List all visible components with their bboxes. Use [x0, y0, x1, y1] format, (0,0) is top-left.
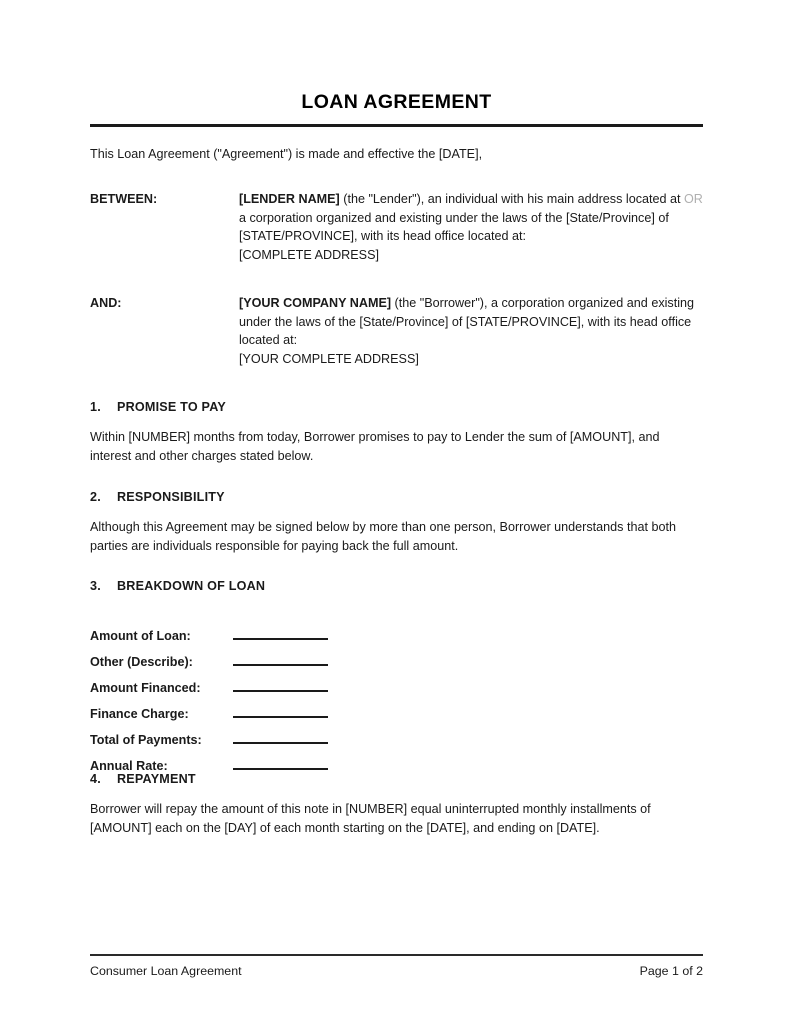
breakdown-field-amount-financed[interactable] [233, 671, 343, 697]
title-divider [90, 124, 703, 127]
party-block-and [90, 294, 703, 368]
document-page [90, 0, 703, 1024]
footer-divider [90, 954, 703, 956]
breakdown-field-finance-charge[interactable] [233, 697, 343, 723]
borrower-text: (the "Borrower"), a corporation organized and existing under the laws of the [State/Province] of [STATE/PROVINCE], with its head office located at: [239, 296, 695, 347]
breakdown-table-body [90, 619, 343, 775]
party-label-and: AND: [90, 296, 122, 310]
table-row [90, 723, 343, 749]
section-title-1: PROMISE TO PAY [117, 400, 226, 414]
breakdown-label-amount-of-loan: Amount of Loan: [90, 629, 191, 643]
fill-in-line [233, 638, 328, 640]
table-row [90, 645, 343, 671]
footer-document-name: Consumer Loan Agreement [90, 964, 242, 978]
breakdown-field-amount-of-loan[interactable] [233, 619, 343, 645]
section-body-4: Borrower will repay the amount of this note in [NUMBER] equal uninterrupted monthly installments of [AMOUNT] each on the [DAY] of each month starting on the [DATE], and ending on [DATE]. [90, 802, 651, 835]
party-label-between: BETWEEN: [90, 192, 158, 206]
section-number-2: 2. [90, 490, 101, 504]
table-row [90, 671, 343, 697]
party-body-between [239, 190, 703, 264]
table-row [90, 697, 343, 723]
page-footer [90, 962, 703, 980]
party-body-and [239, 294, 703, 368]
section-title-3: BREAKDOWN OF LOAN [117, 579, 266, 593]
or-conjunction: OR [684, 192, 703, 206]
breakdown-table [90, 619, 343, 775]
breakdown-field-other-describe[interactable] [233, 645, 343, 671]
section-number-1: 1. [90, 400, 101, 414]
lender-text-before-or: (the "Lender"), an individual with his main address located at [339, 192, 685, 206]
section-number-3: 3. [90, 579, 101, 593]
breakdown-label-finance-charge: Finance Charge: [90, 707, 189, 721]
breakdown-label-other-describe: Other (Describe): [90, 655, 193, 669]
breakdown-label-total-of-payments: Total of Payments: [90, 733, 202, 747]
breakdown-label-annual-rate: Annual Rate: [90, 759, 168, 773]
intro-paragraph: This Loan Agreement ("Agreement") is made and effective the [DATE], [90, 147, 483, 161]
section-body-2: Although this Agreement may be signed below by more than one person, Borrower understands that both parties are individuals responsible for paying back the full amount. [90, 520, 676, 553]
fill-in-line [233, 716, 328, 718]
breakdown-field-total-of-payments[interactable] [233, 723, 343, 749]
fill-in-line [233, 690, 328, 692]
section-heading-4 [90, 770, 703, 788]
borrower-address-placeholder: [YOUR COMPLETE ADDRESS] [239, 351, 419, 366]
page-title: LOAN AGREEMENT [301, 91, 492, 113]
breakdown-label-amount-financed: Amount Financed: [90, 681, 201, 695]
section-heading-1 [90, 398, 703, 416]
section-title-4: REPAYMENT [117, 772, 196, 786]
lender-text-after-or: a corporation organized and existing under the laws of the [State/Province] of [STATE/PROVINCE], with its head office located at: [239, 210, 669, 243]
section-breakdown-of-loan [90, 577, 703, 775]
section-responsibility [90, 488, 703, 555]
fill-in-line [233, 742, 328, 744]
borrower-name-placeholder: [YOUR COMPANY NAME] [239, 296, 392, 310]
fill-in-line [233, 664, 328, 666]
section-promise-to-pay [90, 398, 703, 465]
lender-name-placeholder: [LENDER NAME] [239, 192, 340, 206]
section-body-1: Within [NUMBER] months from today, Borrower promises to pay to Lender the sum of [AMOUNT], and interest and other charges stated below. [90, 430, 660, 463]
section-title-2: RESPONSIBILITY [117, 490, 225, 504]
party-block-between [90, 190, 703, 264]
footer-page-number: Page 1 of 2 [639, 964, 703, 978]
section-repayment [90, 770, 703, 837]
section-heading-3 [90, 577, 703, 595]
section-heading-2 [90, 488, 703, 506]
lender-address-placeholder: [COMPLETE ADDRESS] [239, 247, 379, 262]
section-number-4: 4. [90, 772, 101, 786]
table-row [90, 619, 343, 645]
